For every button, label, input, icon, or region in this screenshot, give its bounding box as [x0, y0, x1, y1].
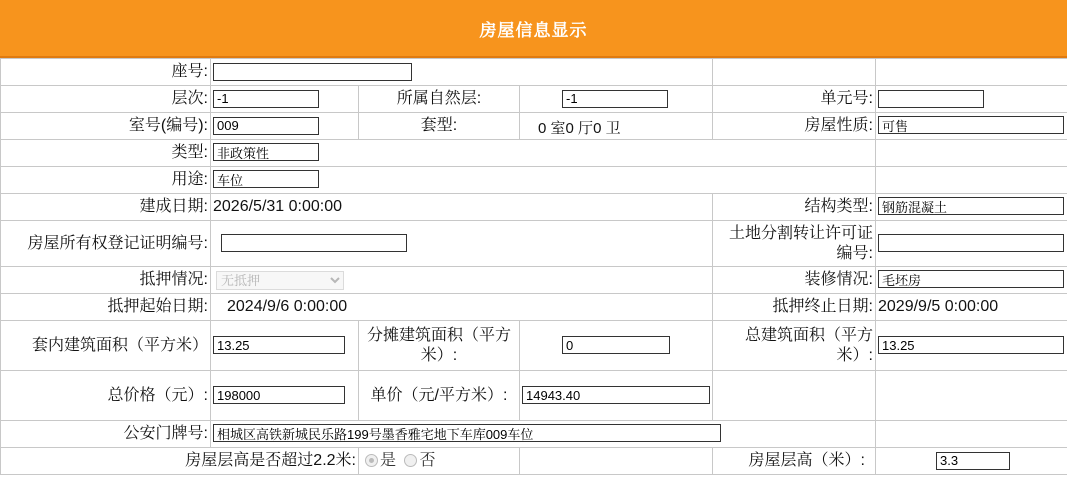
shared-area-label: 分摊建筑面积（平方米）:	[359, 321, 520, 371]
radio-no-label: 否	[419, 452, 436, 469]
total-area-input[interactable]	[878, 336, 1064, 354]
row-area	[1, 321, 1067, 371]
layout-hall-unit: 厅	[578, 120, 594, 137]
layout-halls: 0	[565, 120, 574, 137]
usage-label: 用途:	[1, 167, 211, 194]
structure-input[interactable]	[878, 197, 1064, 215]
address-label: 公安门牌号:	[1, 421, 211, 448]
row-room-no	[1, 113, 1067, 140]
layout-bath-unit: 卫	[605, 120, 621, 137]
floor-label: 层次:	[1, 86, 211, 113]
height-over-radios	[359, 448, 520, 475]
radio-no[interactable]	[404, 454, 417, 467]
mortgage-end-label: 抵押终止日期:	[713, 294, 876, 321]
row-address	[1, 421, 1067, 448]
row-ownership-cert	[1, 221, 1067, 267]
unit-no-label: 单元号:	[713, 86, 876, 113]
room-no-label: 室号(编号):	[1, 113, 211, 140]
structure-label: 结构类型:	[713, 194, 876, 221]
inner-area-label: 套内建筑面积（平方米）	[1, 321, 211, 371]
row-build-date	[1, 194, 1067, 221]
row-type	[1, 140, 1067, 167]
row-price	[1, 371, 1067, 421]
mortgage-end-value: 2029/9/5 0:00:00	[876, 294, 1067, 321]
type-input[interactable]	[213, 143, 319, 161]
unit-price-input[interactable]	[522, 386, 710, 404]
total-area-label: 总建筑面积（平方米）:	[713, 321, 876, 371]
floor-height-input[interactable]	[936, 452, 1010, 470]
layout-label: 套型:	[359, 113, 520, 140]
build-date-value: 2026/5/31 0:00:00	[211, 194, 713, 221]
house-info-table	[0, 58, 1067, 475]
row-seat-no	[1, 59, 1067, 86]
inner-area-input[interactable]	[213, 336, 345, 354]
row-mortgage-dates	[1, 294, 1067, 321]
build-date-label: 建成日期:	[1, 194, 211, 221]
mortgage-select[interactable]	[216, 271, 344, 290]
decoration-input[interactable]	[878, 270, 1064, 288]
row-floor	[1, 86, 1067, 113]
radio-yes-label: 是	[380, 452, 397, 469]
radio-yes[interactable]	[365, 454, 378, 467]
height-over-label: 房屋层高是否超过2.2米:	[1, 448, 359, 475]
floor-input[interactable]	[213, 90, 319, 108]
row-usage	[1, 167, 1067, 194]
page-header	[0, 0, 1067, 58]
shared-area-input[interactable]	[562, 336, 670, 354]
total-price-label: 总价格（元）:	[1, 371, 211, 421]
unit-price-label: 单价（元/平方米）:	[359, 371, 520, 421]
ownership-cert-label: 房屋所有权登记证明编号:	[1, 221, 211, 267]
layout-value	[520, 113, 713, 140]
usage-input[interactable]	[213, 170, 319, 188]
layout-room-unit: 室	[550, 120, 566, 137]
mortgage-start-value: 2024/9/6 0:00:00	[211, 294, 713, 321]
layout-baths: 0	[593, 120, 602, 137]
address-input[interactable]	[213, 424, 721, 442]
land-permit-input[interactable]	[878, 234, 1064, 252]
mortgage-start-label: 抵押起始日期:	[1, 294, 211, 321]
room-no-input[interactable]	[213, 117, 319, 135]
row-mortgage	[1, 267, 1067, 294]
total-price-input[interactable]	[213, 386, 345, 404]
page-title: 房屋信息显示	[479, 20, 588, 40]
layout-rooms: 0	[538, 120, 547, 137]
natural-floor-label: 所属自然层:	[359, 86, 520, 113]
mortgage-label: 抵押情况:	[1, 267, 211, 294]
ownership-cert-input[interactable]	[221, 234, 407, 252]
floor-height-label: 房屋层高（米）:	[713, 448, 876, 475]
property-nature-label: 房屋性质:	[713, 113, 876, 140]
natural-floor-input[interactable]	[562, 90, 668, 108]
row-height	[1, 448, 1067, 475]
land-permit-label: 土地分割转让许可证编号:	[713, 221, 876, 267]
type-label: 类型:	[1, 140, 211, 167]
decoration-label: 装修情况:	[713, 267, 876, 294]
seat-no-label: 座号:	[1, 59, 211, 86]
property-nature-input[interactable]	[878, 116, 1064, 134]
seat-no-input[interactable]	[213, 63, 412, 81]
unit-no-input[interactable]	[878, 90, 984, 108]
